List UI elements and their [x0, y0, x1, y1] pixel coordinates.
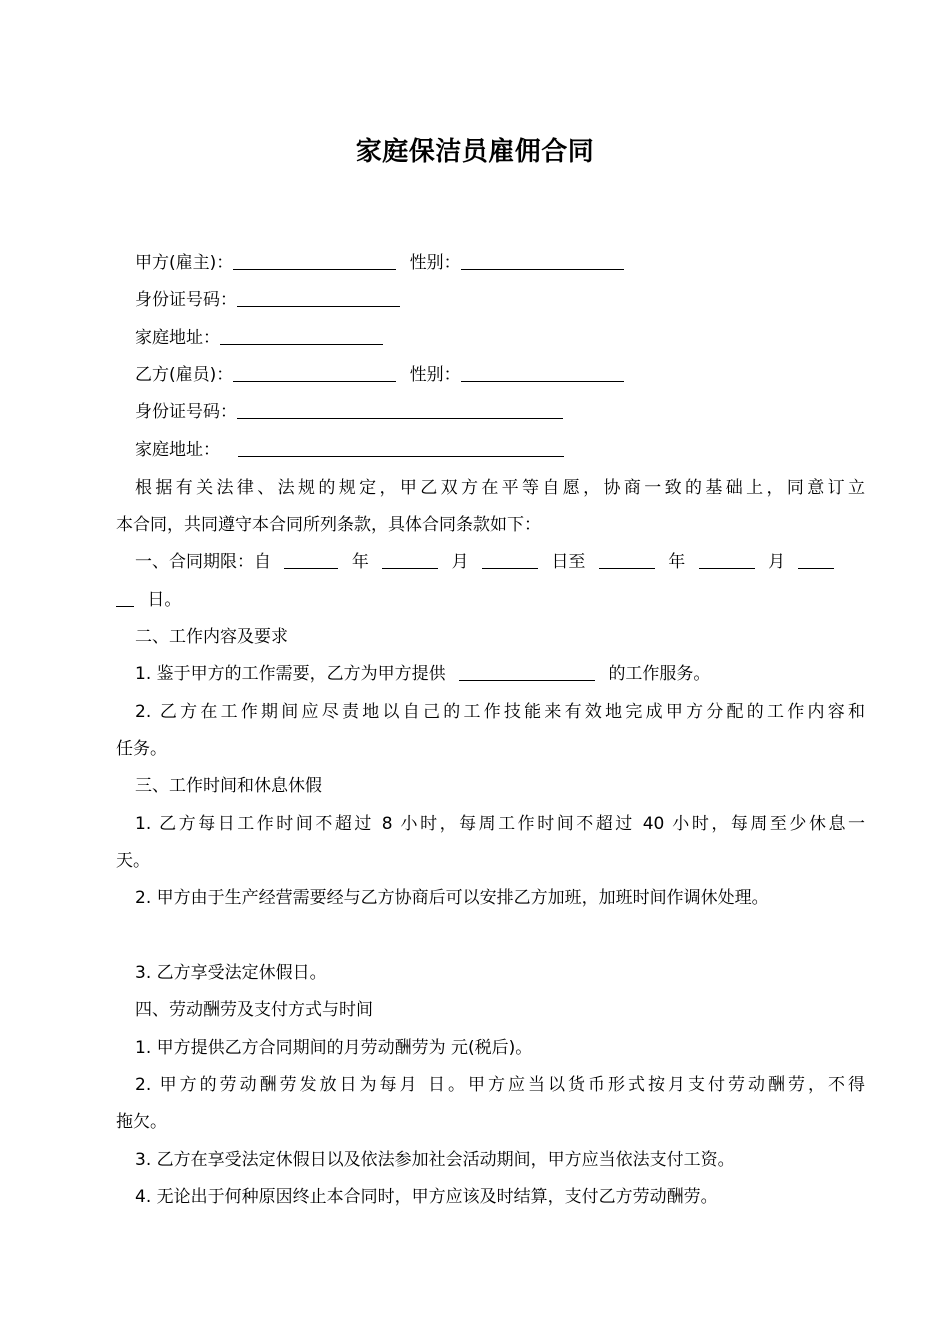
service-type-blank[interactable] — [459, 662, 595, 681]
start-month-label: 月 — [451, 552, 469, 572]
contract-term-row-2 — [116, 588, 846, 612]
party-a-address-label: 家庭地址： — [135, 328, 220, 348]
section-4-item-4: 4. 无论出于何种原因终止本合同时，甲方应该及时结算，支付乙方劳动酬劳。 — [135, 1187, 718, 1207]
party-a-id-label: 身份证号码： — [135, 290, 237, 310]
section-3-item-2: 2. 甲方由于生产经营需要经与乙方协商后可以安排乙方加班，加班时间作调休处理。 — [135, 888, 769, 908]
party-b-id-row — [116, 400, 865, 424]
section-4-item-3: 3. 乙方在享受法定休假日以及依法参加社会活动期间，甲方应当依法支付工资。 — [135, 1150, 735, 1170]
section-4-item-2-line-1: 2. 甲方的劳动酬劳发放日为每月 日。甲方应当以货币形式按月支付劳动酬劳，不得 — [135, 1075, 865, 1095]
section-2-item-2-line-2: 任务。 — [116, 739, 167, 759]
end-day-blank-cont[interactable] — [116, 588, 134, 607]
end-day-blank[interactable] — [798, 550, 834, 569]
party-a-gender-blank[interactable] — [461, 251, 624, 270]
section-3-item-1-line-1: 1. 乙方每日工作时间不超过 8 小时，每周工作时间不超过 40 小时，每周至少休息一 — [135, 814, 865, 834]
start-year-blank[interactable] — [284, 550, 338, 569]
start-year-label: 年 — [351, 552, 369, 572]
party-a-address-blank[interactable] — [220, 326, 383, 345]
document-title: 家庭保洁员雇佣合同 — [355, 137, 595, 167]
party-a-name-row — [116, 251, 865, 275]
party-a-label: 甲方(雇主)： — [135, 253, 234, 273]
party-a-address-row — [116, 326, 865, 350]
section-2-item-2-line-1: 2. 乙方在工作期间应尽责地以自己的工作技能来有效地完成甲方分配的工作内容和 — [135, 702, 865, 722]
party-b-address-blank[interactable] — [238, 438, 564, 457]
start-day-blank[interactable] — [482, 550, 538, 569]
party-a-gender-label: 性别： — [409, 253, 461, 273]
party-b-label: 乙方(雇员)： — [135, 365, 234, 385]
intro-line-2: 本合同，共同遵守本合同所列条款，具体合同条款如下： — [116, 515, 541, 535]
section-3-item-3: 3. 乙方享受法定休假日。 — [135, 963, 327, 983]
section-4-item-1: 1. 甲方提供乙方合同期间的月劳动酬劳为 元(税后)。 — [135, 1038, 533, 1058]
term-prefix: 一、合同期限：自 — [135, 552, 271, 572]
section-3-heading: 三、工作时间和休息休假 — [135, 776, 322, 796]
party-b-id-blank[interactable] — [237, 400, 563, 419]
section-4-heading: 四、劳动酬劳及支付方式与时间 — [135, 1000, 373, 1020]
party-b-address-row — [116, 438, 865, 462]
start-month-blank[interactable] — [382, 550, 438, 569]
section-2-heading: 二、工作内容及要求 — [135, 627, 288, 647]
end-month-blank[interactable] — [699, 550, 755, 569]
party-a-name-blank[interactable] — [233, 251, 396, 270]
party-a-id-blank[interactable] — [237, 288, 400, 307]
party-b-gender-label: 性别： — [409, 365, 461, 385]
party-a-id-row — [116, 288, 865, 312]
section-2-item-1-prefix: 1. 鉴于甲方的工作需要，乙方为甲方提供 — [135, 664, 446, 684]
day-to-label: 日至 — [551, 552, 586, 572]
intro-line-1: 根据有关法律、法规的规定，甲乙双方在平等自愿，协商一致的基础上，同意订立 — [135, 478, 865, 498]
end-year-label: 年 — [668, 552, 686, 572]
section-2-item-1 — [116, 662, 865, 686]
end-year-blank[interactable] — [599, 550, 655, 569]
end-month-label: 月 — [768, 552, 786, 572]
party-b-id-label: 身份证号码： — [135, 402, 237, 422]
party-b-name-blank[interactable] — [233, 363, 396, 382]
section-4-item-2-line-2: 拖欠。 — [116, 1112, 167, 1132]
party-b-name-row — [116, 363, 865, 387]
section-2-item-1-suffix: 的工作服务。 — [608, 664, 711, 684]
party-b-address-label: 家庭地址： — [135, 440, 220, 460]
term-end-label: 日。 — [147, 590, 182, 610]
party-b-gender-blank[interactable] — [461, 363, 624, 382]
section-3-item-1-line-2: 天。 — [116, 851, 150, 871]
contract-term-row — [116, 550, 865, 574]
